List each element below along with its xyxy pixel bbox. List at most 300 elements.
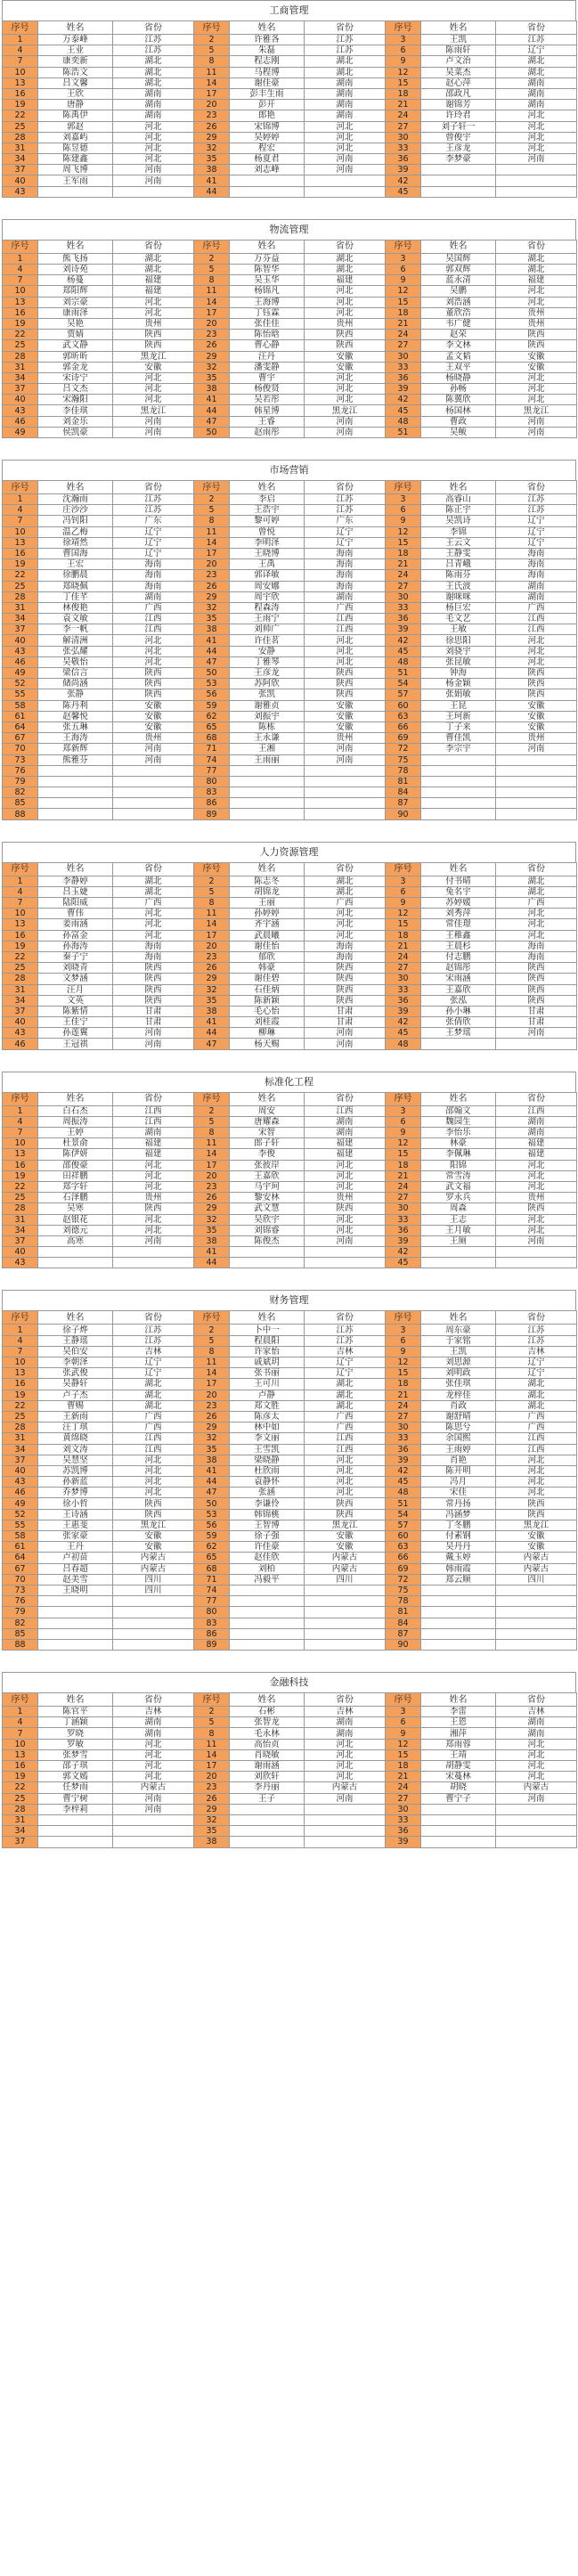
cell-name: 李梓莉 — [38, 1804, 113, 1814]
cell-name: 苏阿欣 — [230, 679, 305, 689]
cell-province: 广西 — [305, 1411, 386, 1422]
cell-no: 35 — [194, 995, 230, 1006]
header-province: 省份 — [305, 1311, 386, 1325]
header-province: 省份 — [305, 862, 386, 876]
cell-name: 宋蔓林 — [421, 1772, 496, 1782]
cell-no: 21 — [386, 1170, 421, 1181]
section-gap — [0, 820, 578, 842]
cell-name: 王海涛 — [38, 733, 113, 744]
cell-no: 32 — [194, 602, 230, 613]
cell-no: 6 — [386, 45, 421, 56]
header-province: 省份 — [113, 21, 194, 35]
cell-province: 湖南 — [496, 581, 577, 591]
cell-no: 35 — [194, 372, 230, 383]
cell-province: 河北 — [113, 656, 194, 667]
cell-province — [113, 1618, 194, 1628]
cell-no: 18 — [386, 307, 421, 318]
cell-province: 河南 — [113, 744, 194, 754]
header-row — [3, 240, 577, 253]
cell-province: 广西 — [305, 1423, 386, 1433]
cell-province: 江西 — [113, 614, 194, 624]
cell-province: 河北 — [305, 1739, 386, 1749]
cell-province: 黑龙江 — [496, 1520, 577, 1530]
cell-name: 谢舒晴 — [421, 1411, 496, 1422]
cell-province: 陕西 — [305, 689, 386, 700]
cell-no: 12 — [386, 909, 421, 919]
cell-name: 王彦龙 — [230, 668, 305, 679]
cell-name: 白石杰 — [38, 1105, 113, 1116]
cell-no: 69 — [386, 1563, 421, 1574]
cell-name: 姜雨涵 — [38, 919, 113, 930]
cell-province: 海南 — [305, 548, 386, 558]
cell-province: 陕西 — [113, 984, 194, 995]
cell-province: 福建 — [496, 275, 577, 286]
cell-name: 陈官平 — [38, 1707, 113, 1717]
header-row — [3, 481, 577, 494]
table-row — [3, 1749, 577, 1760]
cell-name: 曹伟 — [38, 909, 113, 919]
cell-province: 河南 — [496, 416, 577, 427]
cell-name: 孟文韬 — [421, 351, 496, 362]
cell-province: 海南 — [113, 581, 194, 591]
cell-province: 四川 — [496, 1574, 577, 1585]
cell-name — [38, 1247, 113, 1258]
table-row — [3, 1782, 577, 1793]
cell-no: 15 — [386, 1749, 421, 1760]
cell-name: 王晓明 — [38, 1585, 113, 1595]
cell-no: 4 — [3, 45, 38, 56]
table-row — [3, 1235, 577, 1246]
cell-no: 43 — [3, 186, 38, 197]
cell-name: 王雨婷 — [421, 1444, 496, 1455]
table-row — [3, 372, 577, 383]
cell-no: 20 — [194, 559, 230, 570]
cell-name: 王冠祺 — [38, 1039, 113, 1049]
cell-no: 10 — [3, 1138, 38, 1149]
table-row — [3, 930, 577, 941]
cell-no: 40 — [3, 1017, 38, 1028]
cell-name — [230, 798, 305, 809]
cell-province: 内蒙古 — [305, 1563, 386, 1574]
cell-no: 6 — [386, 265, 421, 275]
cell-province — [496, 1596, 577, 1607]
cell-no: 1 — [3, 35, 38, 45]
header-province: 省份 — [496, 1693, 577, 1707]
cell-no: 12 — [386, 1138, 421, 1149]
cell-no: 28 — [3, 974, 38, 984]
section-title: 市场营销 — [2, 460, 576, 480]
cell-no: 49 — [3, 1498, 38, 1509]
table-row — [3, 1596, 577, 1607]
cell-no: 46 — [3, 1488, 38, 1498]
cell-no: 79 — [3, 1607, 38, 1618]
cell-no: 35 — [194, 1225, 230, 1235]
cell-name: 刘子轩一 — [421, 121, 496, 132]
cell-no: 31 — [3, 1433, 38, 1444]
cell-province — [496, 776, 577, 787]
cell-name: 肖晓敏 — [230, 1749, 305, 1760]
cell-no: 40 — [3, 1465, 38, 1476]
header-name: 姓名 — [421, 1092, 496, 1105]
cell-no: 19 — [3, 559, 38, 570]
cell-name — [421, 165, 496, 175]
cell-name: 张涵 — [230, 1488, 305, 1498]
cell-name: 周宇欣 — [230, 591, 305, 602]
cell-province: 河南 — [113, 754, 194, 765]
cell-province: 湖南 — [305, 1116, 386, 1127]
cell-name: 文英 — [38, 995, 113, 1006]
table-row — [3, 1105, 577, 1116]
cell-name: 李丹丽 — [230, 1782, 305, 1793]
cell-province: 福建 — [305, 1138, 386, 1149]
cell-no: 32 — [194, 984, 230, 995]
cell-province — [113, 1596, 194, 1607]
cell-province: 福建 — [305, 1149, 386, 1160]
cell-no: 34 — [3, 372, 38, 383]
header-no: 序号 — [3, 1092, 38, 1105]
cell-no: 49 — [3, 668, 38, 679]
cell-name: 苏婷媛 — [421, 898, 496, 909]
cell-name: 王丹 — [38, 1542, 113, 1553]
cell-province: 辽宁 — [305, 1368, 386, 1379]
cell-province: 陕西 — [113, 963, 194, 974]
cell-no: 23 — [194, 330, 230, 340]
cell-no: 85 — [3, 798, 38, 809]
cell-no: 32 — [194, 143, 230, 153]
cell-no: 36 — [386, 1225, 421, 1235]
table-row — [3, 265, 577, 275]
cell-name: 解清洲 — [38, 635, 113, 646]
cell-province: 河北 — [113, 143, 194, 153]
cell-name: 任梦雨 — [38, 1782, 113, 1793]
cell-name: 张彼岸 — [230, 1160, 305, 1170]
cell-province: 江苏 — [496, 1325, 577, 1335]
cell-name: 张倩欣 — [421, 1017, 496, 1028]
table-row — [3, 1455, 577, 1465]
cell-no: 38 — [194, 1006, 230, 1016]
cell-no: 30 — [386, 591, 421, 602]
cell-no: 24 — [386, 1400, 421, 1411]
cell-province — [496, 787, 577, 798]
cell-no: 43 — [3, 1477, 38, 1488]
cell-no: 38 — [194, 1837, 230, 1847]
cell-province — [113, 787, 194, 798]
cell-no: 27 — [386, 340, 421, 351]
cell-province: 河南 — [113, 1793, 194, 1804]
table-row — [3, 1017, 577, 1028]
cell-name: 陈紫情 — [38, 1006, 113, 1016]
header-no: 序号 — [194, 21, 230, 35]
cell-province: 辽宁 — [496, 1368, 577, 1379]
cell-name: 张凯 — [230, 689, 305, 700]
cell-name — [421, 809, 496, 819]
cell-name: 石泽鹏 — [38, 1193, 113, 1203]
cell-no: 2 — [194, 494, 230, 505]
cell-province: 广西 — [496, 602, 577, 613]
cell-name — [38, 1607, 113, 1618]
cell-name: 李锦 — [421, 526, 496, 537]
cell-province — [113, 1607, 194, 1618]
cell-province — [496, 765, 577, 776]
cell-no: 42 — [386, 1017, 421, 1028]
cell-name: 王智博 — [230, 1520, 305, 1530]
cell-province: 河北 — [496, 646, 577, 656]
cell-no: 36 — [386, 995, 421, 1006]
cell-name: 吴凯诗 — [421, 516, 496, 526]
cell-name: 刘锦睿 — [230, 1225, 305, 1235]
table-row — [3, 427, 577, 437]
cell-no: 87 — [386, 1628, 421, 1639]
header-no: 序号 — [386, 862, 421, 876]
cell-province: 河南 — [305, 154, 386, 165]
table-row — [3, 898, 577, 909]
cell-name: 吴鲅 — [421, 427, 496, 437]
cell-name: 王晨杉 — [421, 941, 496, 951]
cell-name: 王婷 — [38, 1128, 113, 1138]
cell-province — [113, 1837, 194, 1847]
cell-province: 安徽 — [496, 721, 577, 732]
cell-name: 陈志冬 — [230, 876, 305, 886]
cell-province: 陕西 — [305, 668, 386, 679]
cell-province: 福建 — [113, 275, 194, 286]
cell-province: 内蒙古 — [496, 1782, 577, 1793]
cell-no: 2 — [194, 876, 230, 886]
cell-no: 29 — [194, 351, 230, 362]
cell-province: 河北 — [113, 132, 194, 143]
cell-province: 河北 — [305, 919, 386, 930]
cell-province: 河北 — [496, 384, 577, 395]
cell-name: 吴艳 — [38, 318, 113, 329]
header-name: 姓名 — [38, 481, 113, 494]
cell-province: 江苏 — [496, 35, 577, 45]
cell-no: 89 — [194, 809, 230, 819]
header-name: 姓名 — [230, 1693, 305, 1707]
cell-name: 高怡贞 — [230, 1739, 305, 1749]
cell-province: 安徽 — [305, 1542, 386, 1553]
cell-name: 刘帅广 — [230, 624, 305, 635]
header-province: 省份 — [496, 1092, 577, 1105]
cell-province — [113, 186, 194, 197]
table-row — [3, 876, 577, 886]
cell-province: 河北 — [113, 1772, 194, 1782]
cell-name: 黄绵晓 — [38, 1433, 113, 1444]
cell-province: 辽宁 — [496, 537, 577, 548]
cell-name — [421, 1628, 496, 1639]
header-province: 省份 — [305, 1092, 386, 1105]
table-row — [3, 1563, 577, 1574]
cell-name: 林俊艳 — [38, 602, 113, 613]
cell-name: 谢雅贞 — [230, 700, 305, 711]
cell-name: 谢咪咪 — [421, 591, 496, 602]
cell-no: 32 — [194, 1214, 230, 1225]
cell-name: 杨锦凡 — [230, 286, 305, 297]
header-no: 序号 — [3, 862, 38, 876]
cell-province: 河北 — [305, 1488, 386, 1498]
section-title: 金融科技 — [2, 1672, 576, 1692]
cell-no: 9 — [386, 1728, 421, 1739]
cell-no: 7 — [3, 1728, 38, 1739]
cell-name — [230, 1585, 305, 1595]
cell-no: 31 — [3, 1214, 38, 1225]
cell-name: 王昆 — [421, 700, 496, 711]
cell-province: 辽宁 — [113, 1368, 194, 1379]
cell-no: 14 — [194, 1368, 230, 1379]
cell-name: 李宗宇 — [421, 744, 496, 754]
cell-province — [305, 1258, 386, 1268]
cell-name: 谢佳豪 — [230, 77, 305, 88]
cell-name: 张佳琪 — [421, 1379, 496, 1390]
cell-province — [496, 1804, 577, 1814]
cell-no: 74 — [194, 1585, 230, 1595]
cell-province: 内蒙古 — [305, 1553, 386, 1563]
cell-no: 39 — [386, 165, 421, 175]
cell-no: 42 — [386, 1465, 421, 1476]
cell-no: 15 — [386, 1368, 421, 1379]
cell-province: 内蒙古 — [305, 1782, 386, 1793]
cell-name — [421, 1039, 496, 1049]
cell-name — [38, 1258, 113, 1268]
cell-no: 6 — [386, 505, 421, 516]
cell-no: 35 — [194, 1826, 230, 1837]
cell-no: 26 — [194, 1793, 230, 1804]
cell-no: 17 — [194, 930, 230, 941]
cell-name: 陈建鑫 — [38, 154, 113, 165]
cell-name: 刘德元 — [38, 1225, 113, 1235]
table-row — [3, 548, 577, 558]
cell-province — [113, 809, 194, 819]
cell-no: 26 — [194, 963, 230, 974]
cell-province: 江西 — [496, 624, 577, 635]
cell-name: 丁涵颖 — [38, 1717, 113, 1728]
cell-province: 江西 — [305, 624, 386, 635]
cell-no: 31 — [3, 984, 38, 995]
cell-province: 陕西 — [496, 679, 577, 689]
cell-no: 26 — [194, 581, 230, 591]
cell-name: 郑字轩 — [38, 1181, 113, 1192]
cell-no: 16 — [3, 548, 38, 558]
cell-name: 陈开明 — [421, 1465, 496, 1476]
cell-province — [113, 1258, 194, 1268]
cell-no: 13 — [3, 537, 38, 548]
header-no: 序号 — [386, 481, 421, 494]
cell-no: 15 — [386, 537, 421, 548]
cell-province: 陕西 — [305, 1498, 386, 1509]
cell-no: 5 — [194, 45, 230, 56]
cell-no: 24 — [386, 110, 421, 121]
table-row — [3, 1837, 577, 1847]
cell-name: 许家怡 — [230, 1346, 305, 1357]
section-title: 物流管理 — [2, 219, 576, 240]
cell-no: 70 — [3, 1574, 38, 1585]
cell-name: 彭丰生雨 — [230, 88, 305, 99]
cell-name: 李佩琳 — [421, 1149, 496, 1160]
cell-province: 河北 — [113, 1465, 194, 1476]
header-province: 省份 — [496, 481, 577, 494]
cell-no: 10 — [3, 909, 38, 919]
cell-province: 河北 — [496, 1772, 577, 1782]
cell-name: 徐子强 — [230, 1531, 305, 1542]
cell-no: 40 — [3, 1247, 38, 1258]
cell-no: 44 — [194, 1028, 230, 1039]
cell-province: 河北 — [305, 1181, 386, 1192]
cell-no: 10 — [3, 286, 38, 297]
cell-name: 吴菜杰 — [421, 67, 496, 77]
cell-province: 河北 — [496, 1181, 577, 1192]
table-row — [3, 1160, 577, 1170]
cell-name — [230, 1628, 305, 1639]
cell-name: 毛文艺 — [421, 614, 496, 624]
cell-name: 王业 — [38, 45, 113, 56]
section-title: 工商管理 — [2, 0, 576, 20]
cell-no: 17 — [194, 1761, 230, 1772]
cell-province: 内蒙古 — [496, 1563, 577, 1574]
cell-name: 韩锦桃 — [230, 1509, 305, 1520]
cell-province — [305, 765, 386, 776]
cell-no: 84 — [386, 1618, 421, 1628]
cell-province: 湖南 — [496, 1717, 577, 1728]
cell-no: 50 — [194, 1498, 230, 1509]
cell-name: 储尚涵 — [38, 679, 113, 689]
cell-name — [38, 798, 113, 809]
data-table — [2, 1692, 577, 1847]
section-table — [2, 1290, 576, 1651]
cell-name: 张家豪 — [38, 1531, 113, 1542]
table-row — [3, 395, 577, 405]
section-table — [2, 842, 576, 1050]
cell-no: 30 — [386, 974, 421, 984]
cell-no: 26 — [194, 121, 230, 132]
cell-no: 38 — [194, 1235, 230, 1246]
cell-province: 湖北 — [113, 1379, 194, 1390]
cell-no: 87 — [386, 798, 421, 809]
cell-no: 21 — [386, 318, 421, 329]
cell-province: 河北 — [496, 1477, 577, 1488]
section-title: 标准化工程 — [2, 1072, 576, 1092]
cell-province: 安徽 — [113, 1542, 194, 1553]
cell-province: 安徽 — [305, 711, 386, 721]
cell-province: 湖北 — [113, 253, 194, 264]
cell-province: 湖南 — [305, 1717, 386, 1728]
table-row — [3, 689, 577, 700]
table-row — [3, 494, 577, 505]
cell-province: 河北 — [305, 1170, 386, 1181]
cell-no: 9 — [386, 275, 421, 286]
cell-province — [496, 809, 577, 819]
cell-province: 湖北 — [113, 1400, 194, 1411]
cell-no: 4 — [3, 1335, 38, 1346]
cell-name: 陈雨轩 — [421, 45, 496, 56]
cell-no: 50 — [194, 427, 230, 437]
cell-name: 郎子轩 — [230, 1138, 305, 1149]
cell-no: 30 — [386, 351, 421, 362]
header-province: 省份 — [496, 862, 577, 876]
cell-name: 曹宇 — [230, 372, 305, 383]
cell-province: 安徽 — [113, 362, 194, 372]
table-row — [3, 995, 577, 1006]
cell-no: 6 — [386, 1335, 421, 1346]
cell-name: 谢佳怡 — [230, 941, 305, 951]
cell-name — [421, 776, 496, 787]
cell-province: 陕西 — [113, 995, 194, 1006]
cell-no: 45 — [386, 186, 421, 197]
table-row — [3, 1793, 577, 1804]
cell-name: 唐静 — [38, 100, 113, 110]
cell-name: 陈智华 — [230, 265, 305, 275]
cell-no: 17 — [194, 307, 230, 318]
table-row — [3, 384, 577, 395]
cell-name: 袁静怀 — [230, 1477, 305, 1488]
cell-province: 陕西 — [113, 1203, 194, 1214]
